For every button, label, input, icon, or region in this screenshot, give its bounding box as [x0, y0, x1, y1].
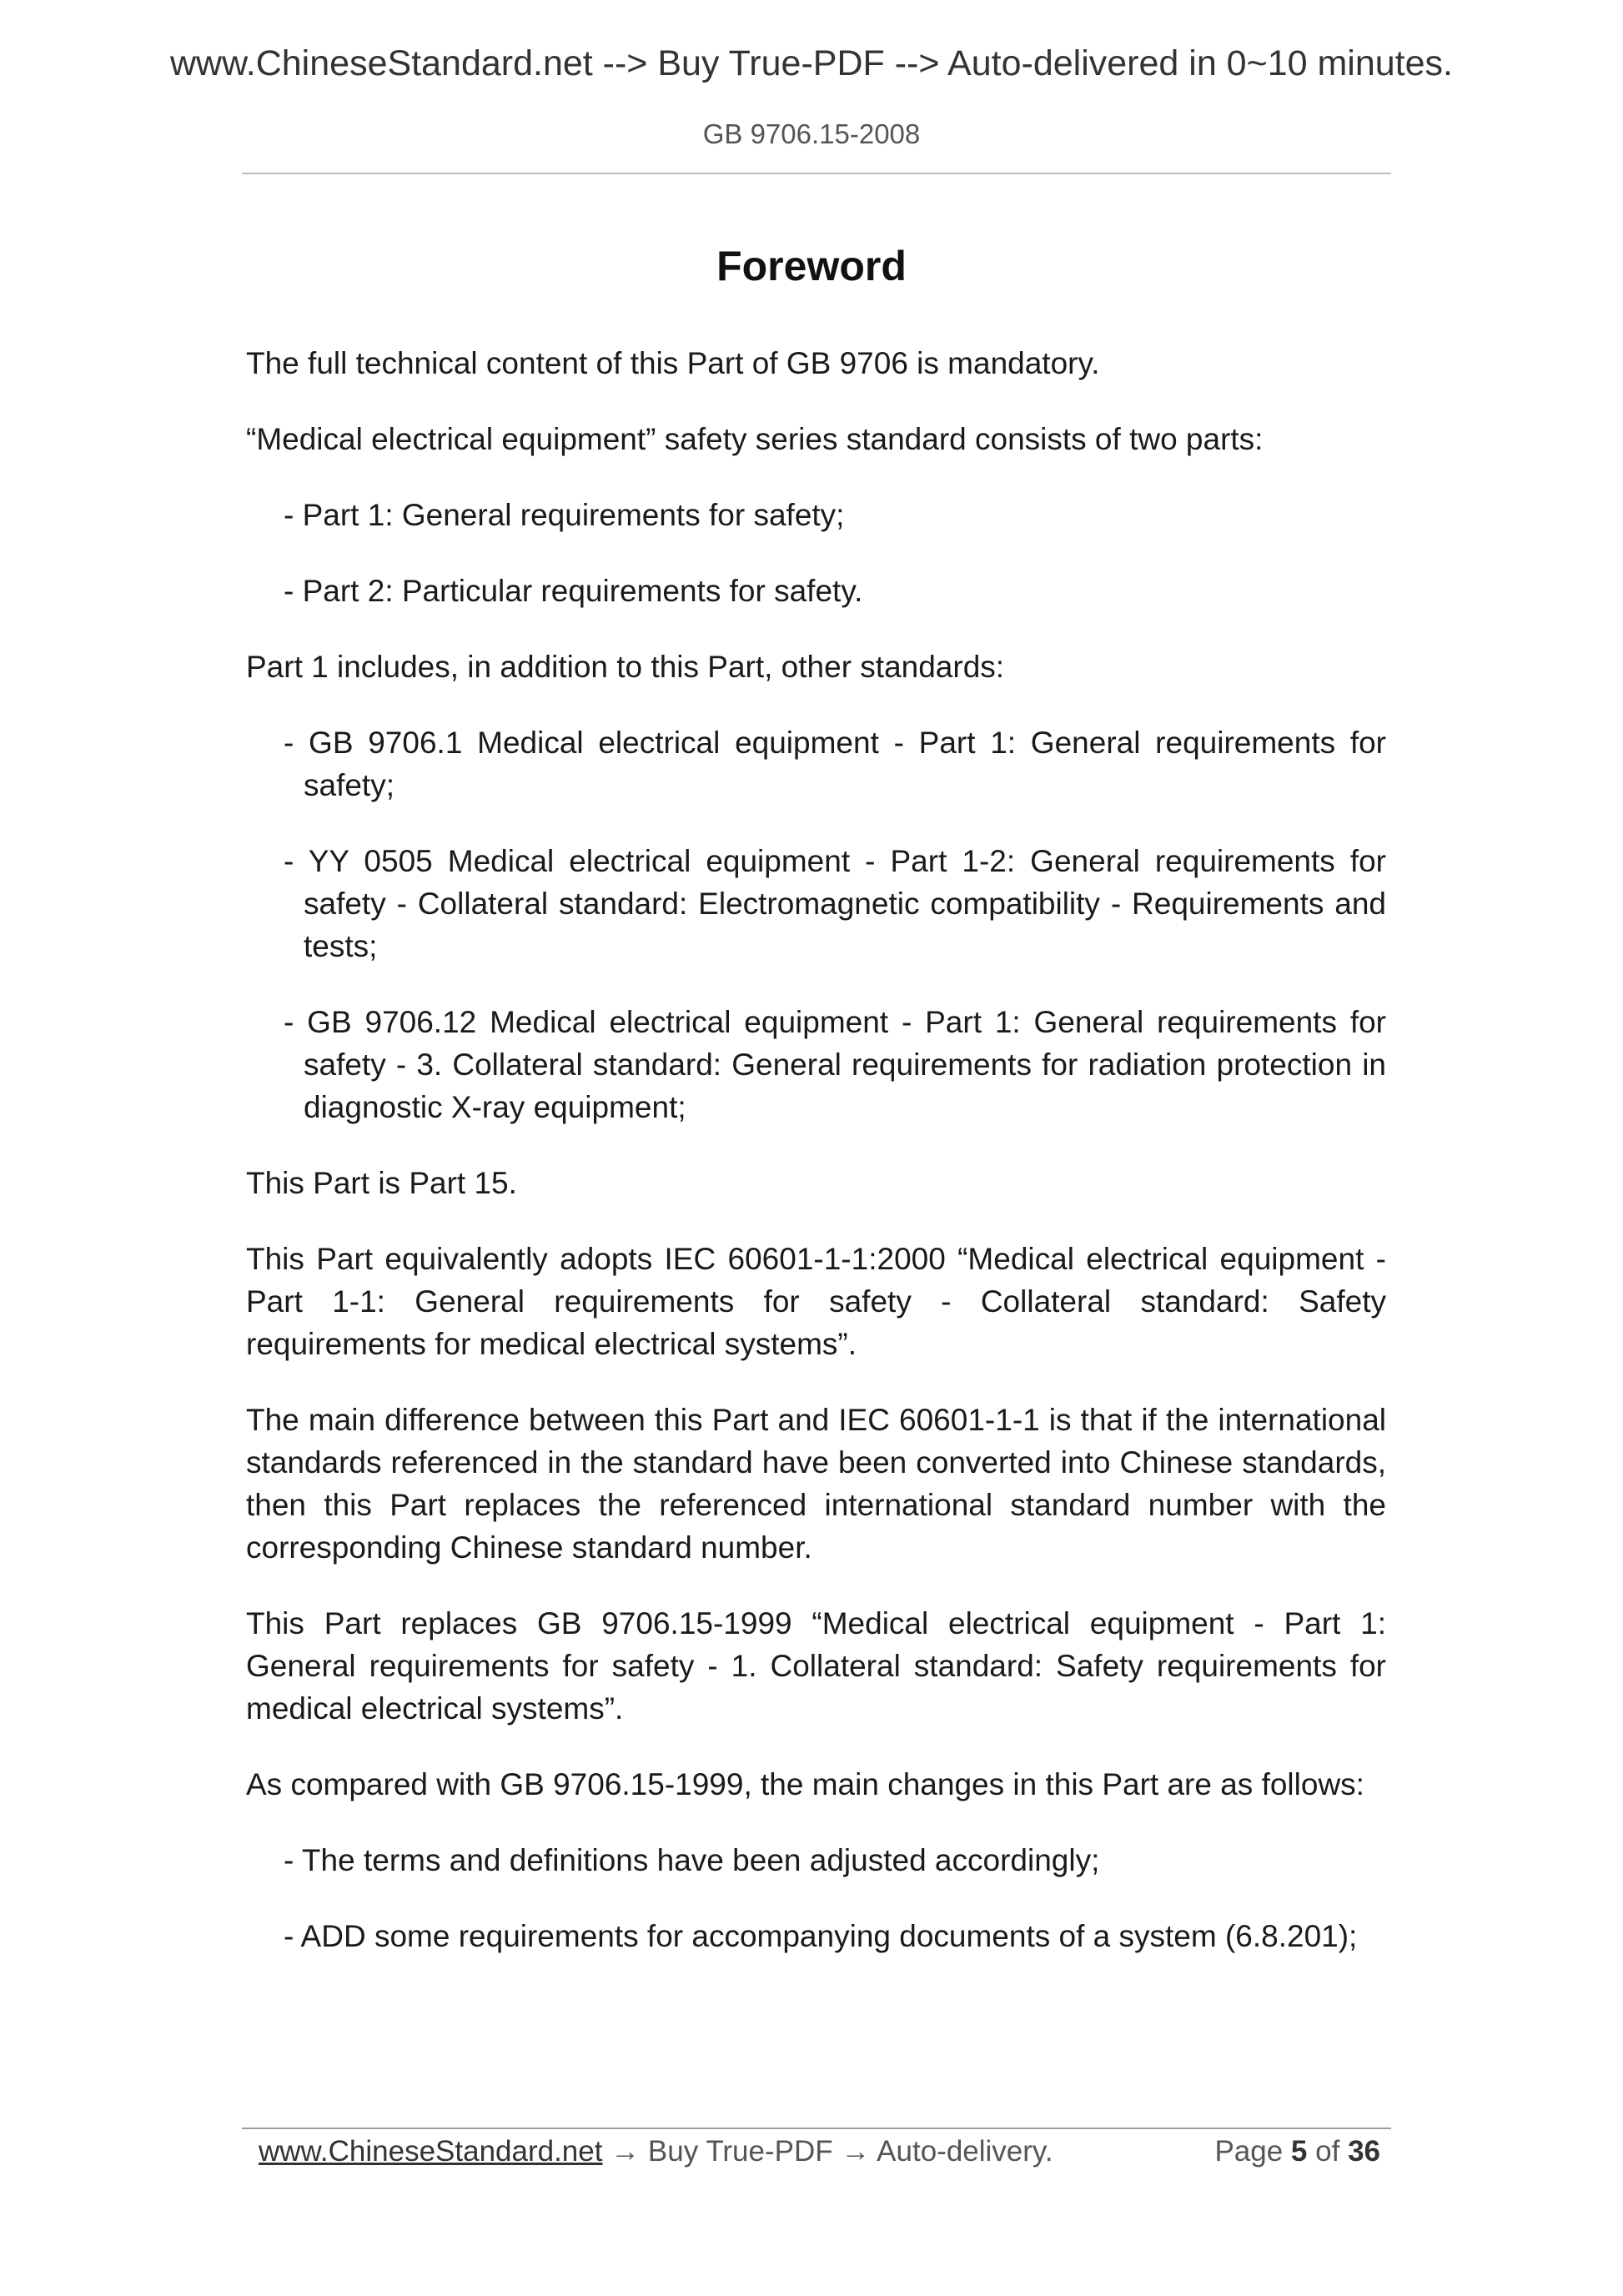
page-footer	[259, 2135, 1380, 2172]
paragraph-mandatory: The full technical content of this Part of GB 9706 is mandatory.	[246, 346, 1100, 380]
header-divider	[242, 173, 1391, 174]
list-item: - Part 2: Particular requirements for safety.	[284, 574, 863, 608]
paragraph-changes: As compared with GB 9706.15-1999, the main changes in this Part are as follows:	[246, 1767, 1364, 1801]
footer-promo	[259, 2135, 1053, 2168]
list-item: - The terms and definitions have been adjusted accordingly;	[284, 1843, 1100, 1877]
paragraph-part-number: This Part is Part 15.	[246, 1166, 517, 1200]
list-item: - GB 9706.1 Medical electrical equipment - Part 1: General requirements for safety;	[284, 726, 1386, 802]
page-total: 36	[1348, 2135, 1380, 2168]
page-label: Page	[1214, 2135, 1284, 2168]
page-number	[1214, 2135, 1380, 2168]
top-banner: www.ChineseStandard.net --> Buy True-PDF --> Auto-delivered in 0~10 minutes.	[169, 43, 1453, 83]
standard-code: GB 9706.15-2008	[702, 118, 921, 149]
document-body	[246, 342, 1386, 1991]
list-item: - ADD some requirements for accompanying documents of a system (6.8.201);	[284, 1919, 1358, 1953]
paragraph-part1-includes: Part 1 includes, in addition to this Part, other standards:	[246, 650, 1005, 684]
list-item: - GB 9706.12 Medical electrical equipment - Part 1: General requirements for safety - 3. Collateral standard: General requirements for radiation protection in diagnostic X-ray equipment;	[284, 1005, 1386, 1124]
list-item: - YY 0505 Medical electrical equipment - Part 1-2: General requirements for safety - Collateral standard: Electromagnetic compatibility - Requirements and tests;	[284, 844, 1386, 963]
footer-site-link[interactable]: www.ChineseStandard.net	[259, 2135, 603, 2168]
paragraph-replaces: This Part replaces GB 9706.15-1999 “Medical electrical equipment - Part 1: General requirements for safety - 1. Collateral standard: Safety requirements for medical electrical systems”.	[246, 1606, 1386, 1726]
paragraph-adoption: This Part equivalently adopts IEC 60601-1-1:2000 “Medical electrical equipment - Part 1-1: General requirements for safety - Collateral standard: Safety requirements for medical electrical systems”.	[246, 1242, 1386, 1361]
paragraph-series: “Medical electrical equipment” safety series standard consists of two parts:	[246, 422, 1264, 456]
footer-divider	[242, 2128, 1391, 2129]
page-title: Foreword	[716, 243, 907, 289]
page-of-label: of	[1315, 2135, 1340, 2168]
footer-promo-text: → Buy True-PDF → Auto-delivery.	[602, 2135, 1053, 2168]
list-item: - Part 1: General requirements for safety;	[284, 498, 845, 532]
page-current: 5	[1290, 2135, 1308, 2168]
paragraph-difference: The main difference between this Part and IEC 60601-1-1 is that if the international standards referenced in the standard have been converted into Chinese standards, then this Part replaces the referenced international standard number with the corresponding Chinese standard number.	[246, 1403, 1386, 1565]
